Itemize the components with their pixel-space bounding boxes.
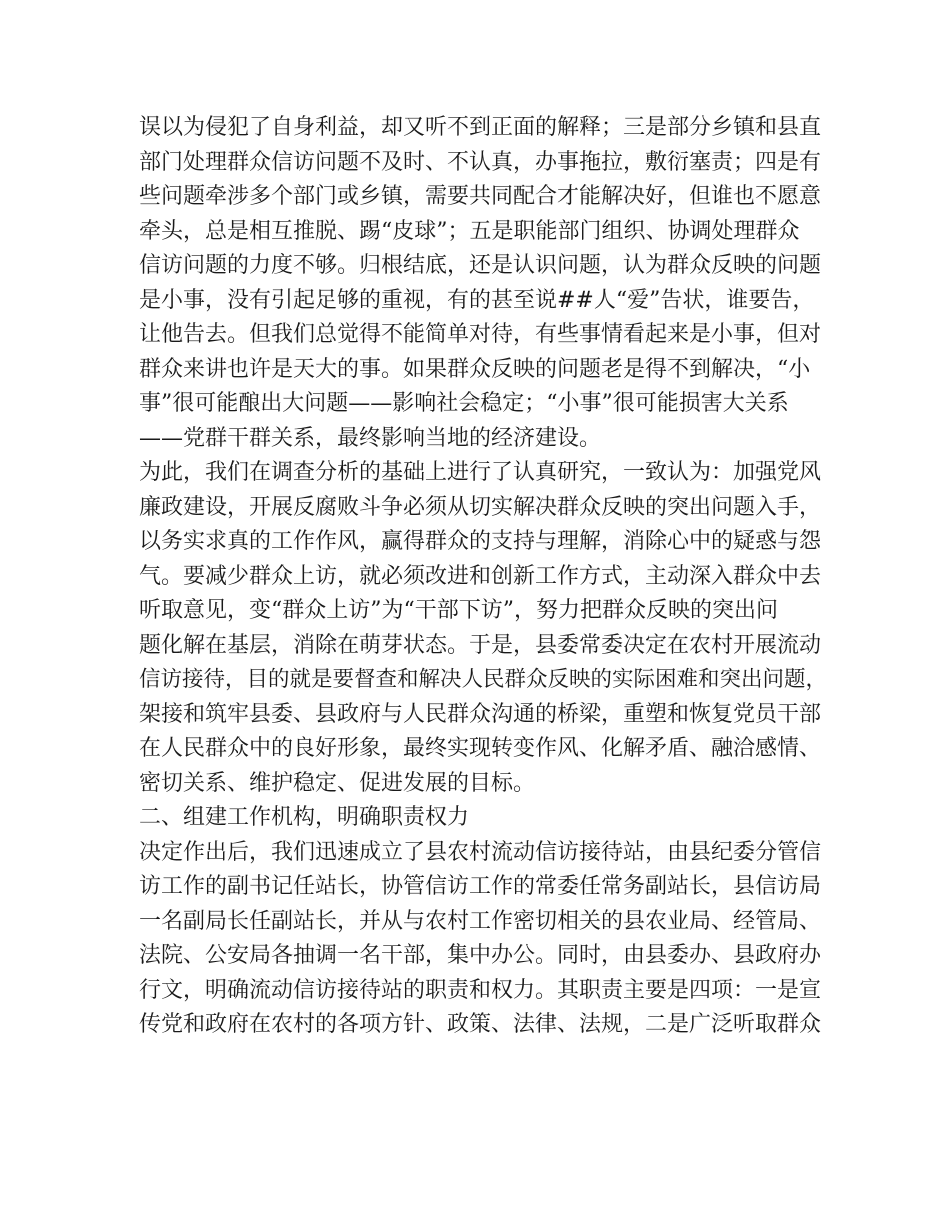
text-line: 访工作的副书记任站长，协管信访工作的常委任常务副站长，县信访局 xyxy=(139,874,822,899)
text-line: 一名副局长任副站长，并从与农村工作密切相关的县农业局、经管局、 xyxy=(139,908,822,934)
text-line: 信访问题的力度不够。归根结底，还是认识问题，认为群众反映的问题 xyxy=(139,253,822,278)
text-line: 让他告去。但我们总觉得不能简单对待，有些事情看起来是小事，但对 xyxy=(139,322,822,347)
text-line: 信访接待，目的就是要督查和解决人民群众反映的实际困难和突出问题， xyxy=(139,667,828,692)
text-line: 题化解在基层，消除在萌芽状态。于是，县委常委决定在农村开展流动 xyxy=(139,632,822,658)
paragraph-start-line: 为此，我们在调查分析的基础上进行了认真研究，一致认为：加强党风 xyxy=(139,460,822,485)
text-line: 气。要减少群众上访，就必须改进和创新工作方式，主动深入群众中去 xyxy=(139,563,822,589)
text-line: ——党群干群关系，最终影响当地的经济建设。 xyxy=(139,425,602,451)
text-line: 牵头，总是相互推脱、踢“皮球”；五是职能部门组织、协调处理群众 xyxy=(139,218,800,244)
text-line: 以务实求真的工作作风，赢得群众的支持与理解，消除心中的疑惑与怨 xyxy=(139,529,822,554)
text-line: 群众来讲也许是天大的事。如果群众反映的问题老是得不到解决，“小 xyxy=(139,356,811,382)
text-line: 事”很可能酿出大问题——影响社会稳定；“小事”很可能损害大关系 xyxy=(139,391,789,416)
text-line: 密切关系、维护稳定、促进发展的目标。 xyxy=(139,770,536,796)
text-line: 是小事，没有引起足够的重视，有的甚至说##人“爱”告状，谁要告， xyxy=(139,287,815,313)
paragraph-start-line: 决定作出后，我们迅速成立了县农村流动信访接待站，由县纪委分管信 xyxy=(139,839,822,865)
text-line: 误以为侵犯了自身利益，却又听不到正面的解释；三是部分乡镇和县直 xyxy=(139,115,822,140)
text-line: 架接和筑牢县委、县政府与人民群众沟通的桥梁，重塑和恢复党员干部 xyxy=(139,701,822,727)
text-line: 部门处理群众信访问题不及时、不认真，办事拖拉，敷衍塞责；四是有 xyxy=(139,149,822,175)
text-line: 些问题牵涉多个部门或乡镇，需要共同配合才能解决好，但谁也不愿意 xyxy=(139,184,822,209)
text-line: 法院、公安局各抽调一名干部，集中办公。同时，由县委办、县政府办 xyxy=(139,943,822,968)
text-line: 在人民群众中的良好形象，最终实现转变作风、化解矛盾、融洽感情、 xyxy=(139,736,822,761)
text-line: 廉政建设，开展反腐败斗争必须从切实解决群众反映的突出问题入手， xyxy=(139,494,822,520)
document-body xyxy=(139,111,829,1043)
text-line: 传党和政府在农村的各项方针、政策、法律、法规，二是广泛听取群众 xyxy=(139,1012,822,1037)
section-heading: 二、组建工作机构，明确职责权力 xyxy=(139,805,470,830)
text-line: 行文，明确流动信访接待站的职责和权力。其职责主要是四项：一是宣 xyxy=(139,977,822,1003)
text-line: 听取意见，变“群众上访”为“干部下访”，努力把群众反映的突出问 xyxy=(139,598,778,623)
